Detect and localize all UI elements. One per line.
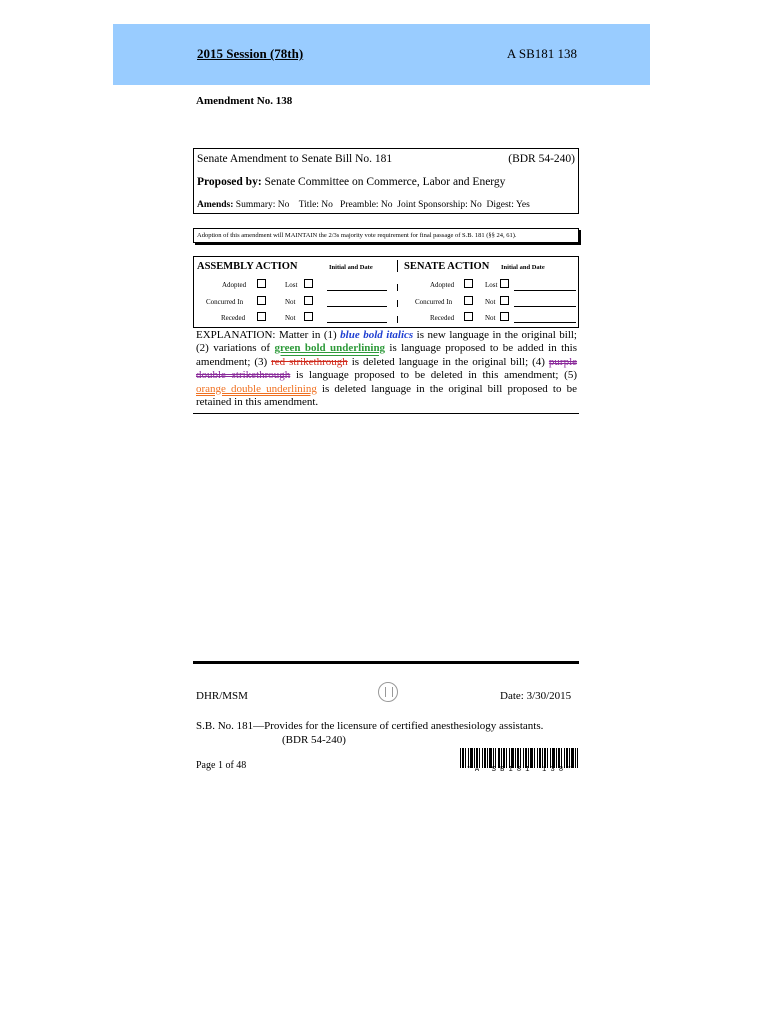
proposed-by bbox=[197, 176, 505, 188]
senate-initial-date-label: Initial and Date bbox=[501, 264, 545, 271]
red-sample: red strikethrough bbox=[271, 355, 348, 368]
drafter-initials: DHR/MSM bbox=[196, 690, 248, 702]
table-divider bbox=[397, 316, 398, 323]
senate-not-receded-checkbox[interactable] bbox=[500, 312, 509, 321]
assembly-row-label: Not bbox=[285, 298, 296, 306]
explanation-text: is language proposed to be deleted in this amendment; (5) bbox=[290, 369, 577, 382]
initial-date-line bbox=[327, 290, 387, 291]
green-sample: green bold underlining bbox=[274, 342, 386, 355]
senate-adopted-checkbox[interactable] bbox=[464, 279, 473, 288]
vote-requirement-note: Adoption of this amendment will MAINTAIN the 2/3s majority vote requirement for final passage of S.B. 181 (§§ 24, 61). bbox=[193, 228, 579, 243]
explanation-text: is deleted language in the original bill proposed to be retained in this amendment. bbox=[196, 382, 577, 409]
table-divider bbox=[397, 260, 398, 272]
assembly-concurred-checkbox[interactable] bbox=[257, 296, 266, 305]
senate-receded-checkbox[interactable] bbox=[464, 312, 473, 321]
bill-summary: S.B. No. 181—Provides for the licensure of certified anesthesiology assistants. bbox=[196, 720, 544, 732]
explanation-paragraph bbox=[196, 329, 577, 409]
proposed-by-value: Senate Committee on Commerce, Labor and Energy bbox=[264, 176, 506, 188]
bdr-number: (BDR 54-240) bbox=[508, 153, 575, 165]
assembly-adopted-checkbox[interactable] bbox=[257, 279, 266, 288]
assembly-row-label: Lost bbox=[285, 281, 298, 289]
amends-values: Summary: No Title: No Preamble: No Joint Sponsorship: No Digest: Yes bbox=[235, 200, 530, 210]
assembly-row-label: Adopted bbox=[222, 281, 247, 289]
orange-sample: orange double underlining bbox=[196, 382, 317, 395]
initial-date-line bbox=[514, 306, 576, 307]
footer-rule bbox=[193, 661, 579, 664]
blue-sample: blue bold italics bbox=[340, 329, 414, 341]
initial-date-line bbox=[514, 290, 576, 291]
session-title: 2015 Session (78th) bbox=[197, 46, 304, 61]
assembly-row-label: Not bbox=[285, 314, 296, 322]
assembly-not-concurred-checkbox[interactable] bbox=[304, 296, 313, 305]
document-id: A SB181 138 bbox=[506, 46, 577, 61]
assembly-row-label: Concurred In bbox=[206, 298, 244, 306]
senate-concurred-checkbox[interactable] bbox=[464, 296, 473, 305]
assembly-receded-checkbox[interactable] bbox=[257, 312, 266, 321]
proposed-by-label: Proposed by: bbox=[197, 176, 262, 188]
amends-label: Amends: bbox=[197, 200, 234, 210]
amends-line bbox=[197, 200, 530, 210]
state-seal-icon bbox=[378, 682, 398, 702]
bill-bdr: (BDR 54-240) bbox=[282, 734, 346, 746]
senate-lost-checkbox[interactable] bbox=[500, 279, 509, 288]
explanation-text: EXPLANATION: Matter in (1) bbox=[196, 329, 341, 341]
footer-date: Date: 3/30/2015 bbox=[500, 690, 572, 702]
initial-date-line bbox=[327, 306, 387, 307]
barcode-icon bbox=[460, 748, 578, 768]
senate-row-label: Adopted bbox=[430, 281, 455, 289]
table-divider bbox=[397, 300, 398, 307]
senate-action-heading: SENATE ACTION bbox=[404, 261, 490, 272]
senate-row-label: Not bbox=[485, 298, 496, 306]
senate-row-label: Not bbox=[485, 314, 496, 322]
amendment-title: Senate Amendment to Senate Bill No. 181 bbox=[197, 153, 393, 165]
purple-sample: purple double strikethrough bbox=[196, 355, 578, 382]
initial-date-line bbox=[327, 322, 387, 323]
amendment-number: Amendment No. 138 bbox=[196, 95, 293, 107]
senate-row-label: Lost bbox=[485, 281, 498, 289]
assembly-initial-date-label: Initial and Date bbox=[329, 264, 373, 271]
barcode-text: * A S B 1 8 1 1 3 8 * bbox=[466, 766, 572, 774]
senate-row-label: Concurred In bbox=[415, 298, 453, 306]
assembly-not-receded-checkbox[interactable] bbox=[304, 312, 313, 321]
assembly-lost-checkbox[interactable] bbox=[304, 279, 313, 288]
page-number: Page 1 of 48 bbox=[196, 760, 247, 771]
initial-date-line bbox=[514, 322, 576, 323]
assembly-row-label: Receded bbox=[221, 314, 246, 322]
explanation-text: is new language in the original bill; (2) variations of bbox=[196, 329, 577, 355]
table-divider bbox=[397, 284, 398, 291]
action-table bbox=[193, 256, 579, 328]
explanation-rule bbox=[193, 413, 579, 414]
senate-row-label: Receded bbox=[430, 314, 455, 322]
amendment-summary-box bbox=[193, 148, 579, 214]
senate-not-concurred-checkbox[interactable] bbox=[500, 296, 509, 305]
explanation-text: is language proposed to be added in this amendment; (3) bbox=[196, 342, 577, 368]
explanation-text: is deleted language in the original bill; (4) bbox=[347, 355, 549, 368]
assembly-action-heading: ASSEMBLY ACTION bbox=[197, 261, 298, 272]
